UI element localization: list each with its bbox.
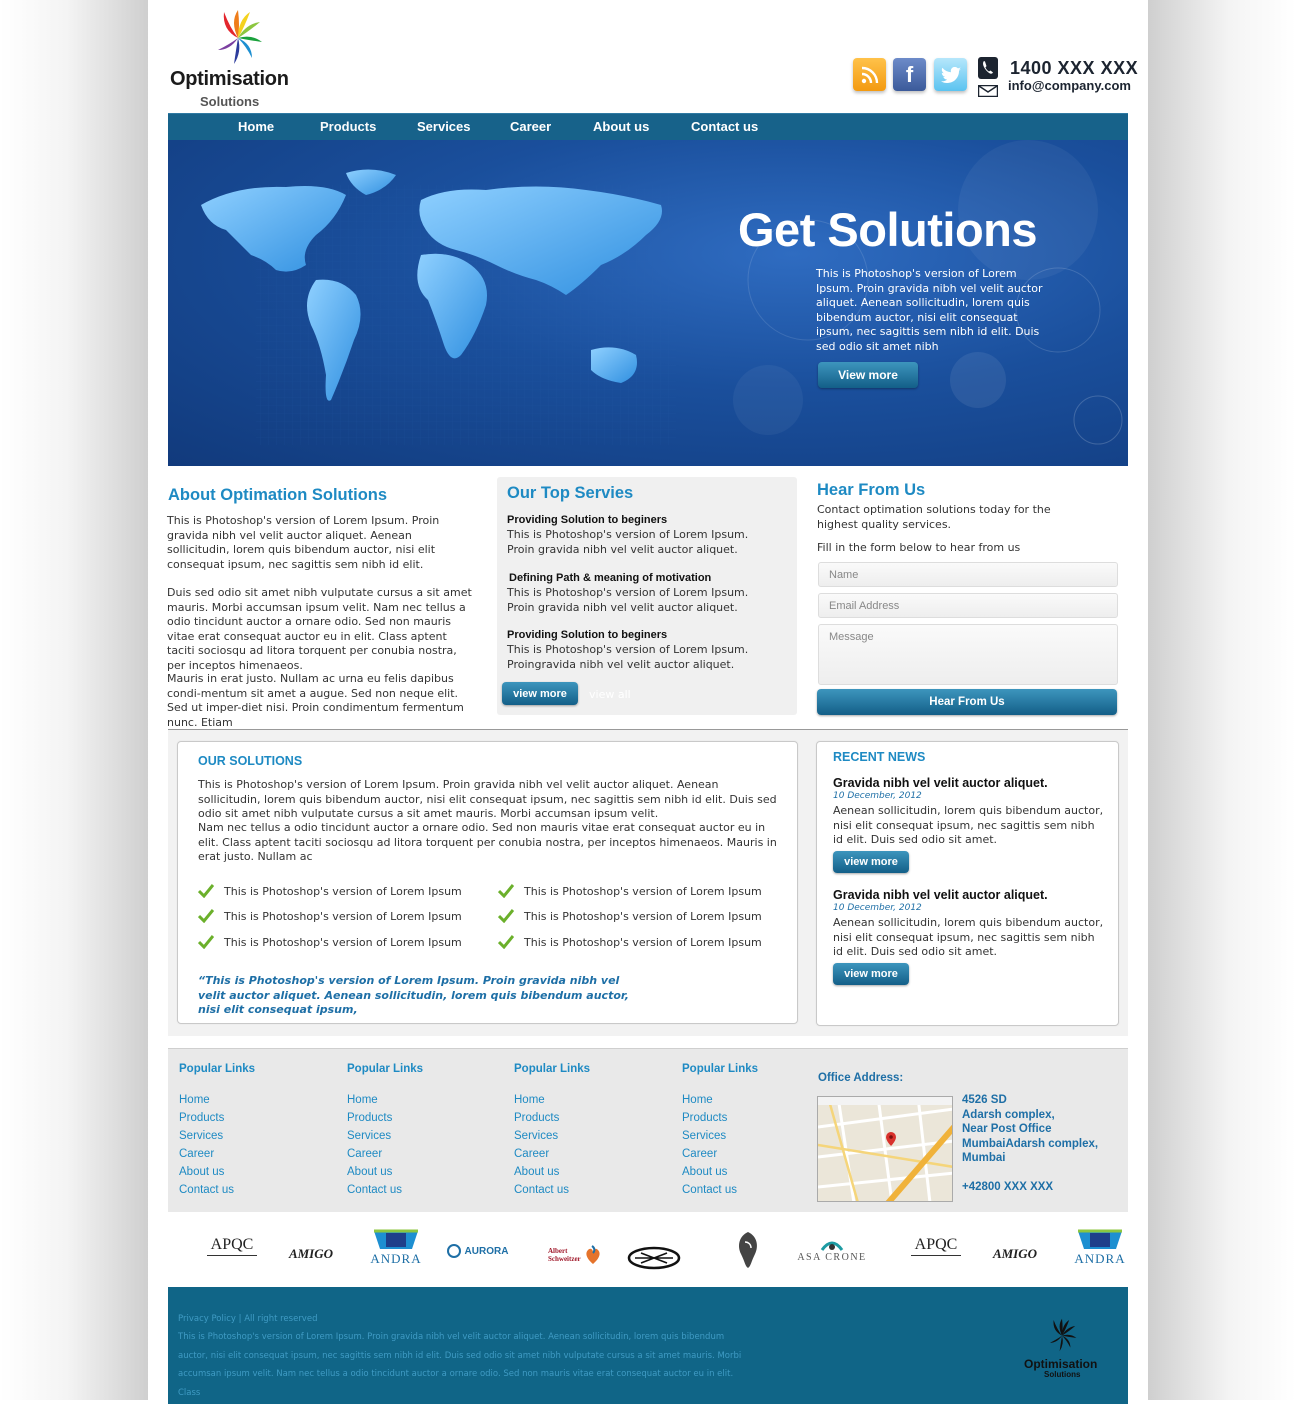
rights-text: | All right reserved <box>235 1314 318 1324</box>
hero-banner <box>168 140 1128 466</box>
footer-link-services[interactable]: Services <box>347 1130 392 1142</box>
checkmark-icon <box>498 935 514 949</box>
solution-check-label: This is Photoshop's version of Lorem Ipsum <box>224 935 462 949</box>
footer-link-products[interactable]: Products <box>347 1112 393 1124</box>
checkmark-icon <box>498 884 514 898</box>
solution-check-5 <box>498 909 762 923</box>
solutions-quote: “This is Photoshop's version of Lorem Ipsum. Proin gravida nibh vel velit auctor aliquet. Aenean sollicitudin, lorem quis bibendum auctor, nisi elit consequat ipsum, <box>198 974 629 1016</box>
nav-home[interactable]: Home <box>238 119 275 134</box>
logo-subtitle: Solutions <box>200 94 260 109</box>
news-2-title[interactable]: Gravida nibh vel velit auctor aliquet. <box>833 888 1048 902</box>
andra-logo-icon <box>1076 1229 1124 1251</box>
service-1-title: Providing Solution to beginers <box>507 514 668 526</box>
office-map[interactable] <box>817 1096 953 1202</box>
footer-link-services[interactable]: Services <box>682 1130 727 1142</box>
heart-logo-icon <box>584 1244 602 1266</box>
page <box>148 0 1148 1400</box>
hear-subtext: Fill in the form below to hear from us <box>817 541 1021 554</box>
about-paragraph-3: Mauris in erat justo. Nullam ac urna eu felis dapibus condi-mentum sit amet a augue. Sed non neque elit. Sed ut imper-diet nisi. Proin condimentum fermentum nunc. Etiam <box>167 672 464 729</box>
about-paragraph-2: Duis sed odio sit amet nibh vulputate cursus a sit amet mauris. Morbi accumsan ipsum velit. Nam nec tellus a odio tincidunt auctor a ornare odio. Sed non mauris vitae erat consequat auctor eu in elit. Class aptent taciti sociosqu ad litora torquent per conubia nostra, per inceptos himenaeos. <box>167 586 472 672</box>
solution-check-label: This is Photoshop's version of Lorem Ipsum <box>524 884 762 898</box>
message-field[interactable]: Message <box>818 624 1118 685</box>
privacy-policy-link[interactable]: Privacy Policy <box>178 1314 236 1324</box>
footer-link-home[interactable]: Home <box>179 1094 210 1106</box>
news-1-view-more-button[interactable]: view more <box>833 851 909 873</box>
news-1-date: 10 December, 2012 <box>833 791 922 801</box>
footer-link-about[interactable]: About us <box>514 1166 560 1178</box>
solution-check-label: This is Photoshop's version of Lorem Ipsum <box>224 909 462 923</box>
footer-link-products[interactable]: Products <box>514 1112 560 1124</box>
hear-from-us-button[interactable]: Hear From Us <box>817 689 1117 715</box>
page-shadow-left <box>0 0 148 1400</box>
nav-services[interactable]: Services <box>417 119 471 134</box>
footer-link-career[interactable]: Career <box>682 1148 718 1160</box>
news-1-title[interactable]: Gravida nibh vel velit auctor aliquet. <box>833 776 1048 790</box>
service-2-text: This is Photoshop's version of Lorem Ipsum. Proin gravida nibh vel velit auctor aliquet. <box>507 586 749 614</box>
solution-check-4 <box>498 884 762 898</box>
footer-link-column <box>179 1063 255 1199</box>
partner-name: APQC <box>914 1236 958 1253</box>
logo-title: Optimisation <box>170 68 289 90</box>
solution-check-3 <box>198 935 462 949</box>
checkmark-icon <box>498 909 514 923</box>
footer-link-about[interactable]: About us <box>682 1166 728 1178</box>
partner-logo-amigo[interactable] <box>280 1246 342 1262</box>
checkmark-icon <box>198 909 214 923</box>
checkmark-icon <box>198 935 214 949</box>
services-view-more-button[interactable]: view more <box>502 682 578 705</box>
partner-name: Albert Schweitzer <box>548 1247 581 1263</box>
footer-column-title: Popular Links <box>514 1063 591 1075</box>
contact-phone: 1400 XXX XXX <box>1010 58 1139 78</box>
news-2-date: 10 December, 2012 <box>833 903 922 913</box>
main-nav <box>168 113 1128 140</box>
partner-logo-apqc[interactable] <box>202 1236 262 1260</box>
partner-logo-andra[interactable] <box>1070 1229 1130 1267</box>
phone-icon <box>978 57 998 77</box>
nav-products[interactable]: Products <box>320 119 377 134</box>
footer-logo-subtitle: Solutions <box>1044 1370 1081 1379</box>
partner-logo-lion[interactable] <box>720 1230 776 1270</box>
about-paragraph-1: This is Photoshop's version of Lorem Ipsum. Proin gravida nibh vel velit auctor aliquet. Aenean sollicitudin, lorem quis bibendum auctor, nisi elit consequat ipsum, nec sagittis sem nibh id elit. <box>167 514 440 571</box>
address-line-3: Near Post Office <box>962 1123 1052 1135</box>
hero-title: Get Solutions <box>738 203 1037 256</box>
partner-name: AMIGO <box>288 1246 334 1261</box>
nav-about[interactable]: About us <box>593 119 650 134</box>
footer-link-career[interactable]: Career <box>179 1148 215 1160</box>
footer-link-about[interactable]: About us <box>179 1166 225 1178</box>
partner-logo-albert-schweitzer[interactable] <box>546 1244 604 1266</box>
map-icon <box>818 1097 953 1202</box>
footer-link-services[interactable]: Services <box>179 1130 224 1142</box>
solution-check-label: This is Photoshop's version of Lorem Ipsum <box>524 935 762 949</box>
services-view-all-link[interactable]: view all <box>589 688 631 701</box>
footer-links-band <box>168 1048 1128 1212</box>
aurora-logo-icon <box>446 1243 462 1259</box>
solutions-paragraph-1: This is Photoshop's version of Lorem Ipsum. Proin gravida nibh vel velit auctor aliquet. Aenean sollicitudin, lorem quis bibendum auctor, nisi elit consequat ipsum, nec sagittis sem nibh id elit. Duis sed odio sit amet nibh vulputate cursus a sit amet mauris. Morbi accumsan ipsum velit. <box>198 778 777 820</box>
site-footer <box>168 1287 1128 1404</box>
contact-email[interactable]: info@company.com <box>1008 78 1131 93</box>
footer-link-products[interactable]: Products <box>682 1112 728 1124</box>
recent-news-panel <box>816 741 1119 1026</box>
partner-logo-andra[interactable] <box>366 1229 426 1267</box>
solution-check-1 <box>198 884 462 898</box>
footer-link-column <box>682 1063 758 1199</box>
partner-logo-apqc[interactable] <box>906 1236 966 1260</box>
solutions-paragraph-2: Nam nec tellus a odio tincidunt auctor a ornare odio. Sed non mauris vitae erat consequat auctor eu in elit. Class aptent taciti sociosqu ad litora torquent per conubia nostra, per inceptos himenaeos. Mauris in erat justo. Nullam ac <box>198 821 777 863</box>
hero-text: This is Photoshop's version of Lorem Ipsum. Proin gravida nibh vel velit auctor aliquet. Aenean sollicitudin, lorem quis bibendum auctor, nisi elit consequat ipsum, nec sagittis sem nibh id elit. Duis sed odio sit amet nibh <box>816 267 1043 353</box>
address-line-5: Mumbai <box>962 1152 1006 1164</box>
name-field[interactable]: Name <box>818 562 1118 587</box>
footer-link-about[interactable]: About us <box>347 1166 393 1178</box>
partner-name: AMIGO <box>992 1246 1038 1261</box>
solution-check-label: This is Photoshop's version of Lorem Ipsum <box>224 884 462 898</box>
partner-logo-aurora[interactable] <box>442 1243 512 1259</box>
lion-logo-icon <box>733 1230 763 1270</box>
oval-logo-icon <box>627 1246 681 1270</box>
footer-link-home[interactable]: Home <box>682 1094 713 1106</box>
partner-name: APQC <box>210 1236 254 1253</box>
solution-check-2 <box>198 909 462 923</box>
footer-column-title: Popular Links <box>179 1063 256 1075</box>
service-3-text: This is Photoshop's version of Lorem Ipsum. Proingravida nibh vel velit auctor aliquet. <box>507 643 749 671</box>
rss-icon[interactable] <box>853 58 886 91</box>
footer-link-contact[interactable]: Contact us <box>682 1184 737 1196</box>
footer-legal-line <box>178 1310 748 1329</box>
hear-title: Hear From Us <box>817 481 926 499</box>
office-address-title: Office Address: <box>818 1072 904 1084</box>
mail-icon <box>978 82 998 94</box>
logo-swirl-icon <box>208 8 268 66</box>
services-title: Our Top Servies <box>507 484 634 502</box>
footer-text-1: This is Photoshop's version of Lorem Ipsum. Proin gravida nibh vel velit auctor aliquet. Aenean sollicitudin, lorem quis bibendum <box>178 1332 725 1342</box>
footer-link-column <box>514 1063 590 1199</box>
news-2-view-more-button[interactable]: view more <box>833 963 909 985</box>
footer-link-home[interactable]: Home <box>514 1094 545 1106</box>
news-1-text: Aenean sollicitudin, lorem quis bibendum auctor, nisi elit consequat ipsum, nec sagittis sem nibh id elit. Duis sed odio sit amet. <box>833 804 1104 846</box>
footer-link-column <box>347 1063 423 1199</box>
partner-name: ASA CRONE <box>797 1252 867 1263</box>
partner-logo-amigo[interactable] <box>984 1246 1046 1262</box>
footer-logo-title: Optimisation <box>1024 1357 1098 1371</box>
solutions-title: OUR SOLUTIONS <box>198 754 303 768</box>
hero-view-more-button[interactable]: View more <box>818 362 918 388</box>
nav-career[interactable]: Career <box>510 119 552 134</box>
checkmark-icon <box>198 884 214 898</box>
footer-link-services[interactable]: Services <box>514 1130 559 1142</box>
partner-name: ANDRA <box>370 1251 422 1266</box>
footer-link-career[interactable]: Career <box>347 1148 383 1160</box>
facebook-icon[interactable]: f <box>893 58 926 91</box>
footer-column-title: Popular Links <box>682 1063 759 1075</box>
address-line-2: Adarsh complex, <box>962 1108 1055 1121</box>
footer-logo[interactable] <box>1022 1317 1112 1379</box>
service-1-text: This is Photoshop's version of Lorem Ipsum. Proin gravida nibh vel velit auctor aliquet. <box>507 528 749 556</box>
footer-link-products[interactable]: Products <box>179 1112 225 1124</box>
partner-name: ANDRA <box>1074 1251 1126 1266</box>
footer-link-contact[interactable]: Contact us <box>514 1184 569 1196</box>
office-phone: +42800 XXX XXX <box>962 1180 1054 1193</box>
top-services-panel <box>497 477 797 715</box>
partner-logo-asa-crone[interactable] <box>792 1238 872 1263</box>
twitter-icon[interactable] <box>934 58 967 91</box>
hear-text: Contact optimation solutions today for the highest quality services. <box>817 503 1051 531</box>
service-2-title: Defining Path & meaning of motivation <box>509 572 712 584</box>
andra-logo-icon <box>372 1229 420 1251</box>
nav-contact[interactable]: Contact us <box>691 119 759 134</box>
footer-link-career[interactable]: Career <box>514 1148 550 1160</box>
asa-crone-logo-icon <box>820 1238 844 1252</box>
solution-check-6 <box>498 935 762 949</box>
partner-sub-graphic <box>207 1255 257 1260</box>
news-2-text: Aenean sollicitudin, lorem quis bibendum auctor, nisi elit consequat ipsum, nec sagittis sem nibh id elit. Duis sed odio sit amet. <box>833 916 1104 958</box>
footer-text-3: accumsan ipsum velit. Nam nec tellus a odio tincidunt auctor a ornare odio. Sed non mauris vitae erat consequat auctor eu in elit. Class <box>178 1369 734 1398</box>
solutions-panel <box>177 741 798 1024</box>
footer-text-2: auctor, nisi elit consequat ipsum, nec sagittis sem nibh id elit. Duis sed odio sit amet nibh vulputate cursus a sit amet mauris. Morbi <box>178 1351 742 1361</box>
address-line-4: MumbaiAdarsh complex, <box>962 1137 1099 1150</box>
footer-link-contact[interactable]: Contact us <box>347 1184 402 1196</box>
news-title: RECENT NEWS <box>833 750 926 764</box>
footer-logo-swirl-icon <box>1044 1317 1080 1353</box>
page-shadow-right <box>1148 0 1296 1400</box>
footer-link-home[interactable]: Home <box>347 1094 378 1106</box>
partner-name: AURORA <box>464 1245 509 1257</box>
partner-logo-oval[interactable] <box>626 1246 682 1270</box>
service-3-title: Providing Solution to beginers <box>507 629 668 641</box>
about-title: About Optimation Solutions <box>168 486 388 504</box>
email-field[interactable]: Email Address <box>818 593 1118 618</box>
office-address <box>962 1093 1098 1194</box>
footer-link-contact[interactable]: Contact us <box>179 1184 234 1196</box>
world-map-icon <box>196 165 696 465</box>
partner-sub-graphic <box>911 1255 961 1260</box>
footer-column-title: Popular Links <box>347 1063 424 1075</box>
address-line-1: 4526 SD <box>962 1094 1007 1106</box>
logo[interactable] <box>168 8 308 109</box>
solution-check-label: This is Photoshop's version of Lorem Ipsum <box>524 909 762 923</box>
